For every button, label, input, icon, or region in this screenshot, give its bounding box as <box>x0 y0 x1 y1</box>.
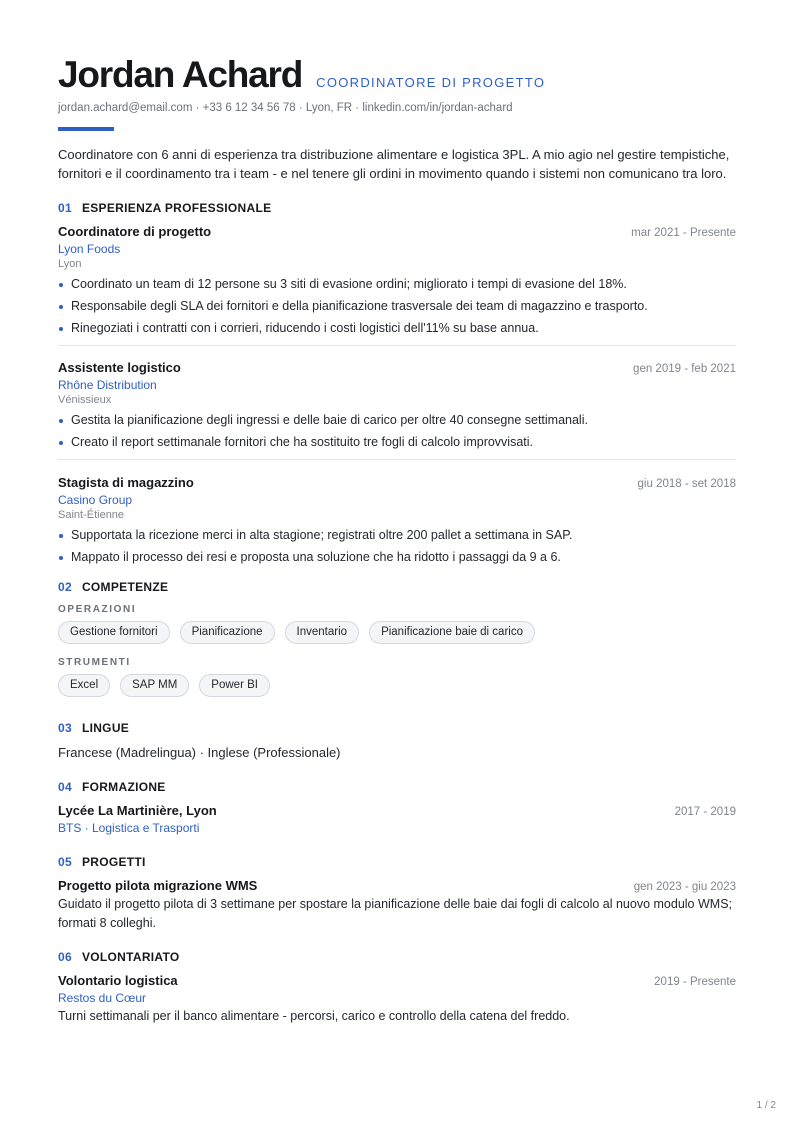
section-number: 06 <box>58 950 72 964</box>
tool-chip: Excel <box>58 674 110 697</box>
job-company: Casino Group <box>58 493 133 507</box>
section-education-title <box>58 780 736 794</box>
project-title: Progetto pilota migrazione WMS <box>58 878 258 893</box>
contact-line: jordan.achard@email.com · +33 6 12 34 56 78 · Lyon, FR · linkedin.com/in/jordan-achard <box>58 102 513 114</box>
section-number: 02 <box>58 580 72 594</box>
job-date: mar 2021 - Presente <box>631 227 736 239</box>
job-location: Lyon <box>58 258 82 270</box>
accent-bar <box>58 127 114 131</box>
section-label: FORMAZIONE <box>81 780 166 794</box>
skills-tools-label: STRUMENTI <box>58 657 131 668</box>
skill-chip: Gestione fornitori <box>58 621 170 644</box>
skills-tools <box>58 674 736 697</box>
section-number: 03 <box>58 721 72 735</box>
section-label: ESPERIENZA PROFESSIONALE <box>81 201 272 215</box>
job-location: Saint-Étienne <box>58 509 125 521</box>
project-item <box>58 878 736 933</box>
job-company: Rhône Distribution <box>58 378 157 392</box>
section-label: PROGETTI <box>81 855 146 869</box>
skills-operations <box>58 621 736 644</box>
bullet-item: Responsabile degli SLA dei fornitori e della pianificazione trasversale dei team di magazzino e trasporto. <box>58 298 736 315</box>
job-location: Vénissieux <box>58 394 112 406</box>
bullet-item: Rinegoziati i contratti con i corrieri, riducendo i costi logistici dell'11% su base annua. <box>58 320 736 337</box>
header <box>58 54 736 96</box>
bullet-item: Creato il report settimanale fornitori che ha sostituito tre fogli di calcolo improvvisati. <box>58 434 736 451</box>
summary: Coordinatore con 6 anni di esperienza tra distribuzione alimentare e logistica 3PL. A mio agio nel gestire tempistiche, fornitori e il coordinamento tra i team - e nel tenere gli ordini in movimento quando i sistemi non comunicano tra loro. <box>58 147 730 181</box>
job-bullets <box>58 527 736 566</box>
job-title: Stagista di magazzino <box>58 475 194 490</box>
divider <box>58 459 736 460</box>
bullet-item: Supportata la ricezione merci in alta stagione; registrati oltre 200 pallet a settimana in SAP. <box>58 527 736 544</box>
tool-chip: SAP MM <box>120 674 189 697</box>
section-languages-title <box>58 721 736 735</box>
section-number: 04 <box>58 780 72 794</box>
job-date: gen 2019 - feb 2021 <box>633 363 736 375</box>
job-bullets <box>58 412 736 451</box>
skill-chip: Inventario <box>285 621 360 644</box>
bullet-item: Coordinato un team di 12 persone su 3 siti di evasione ordini; migliorato i tempi di evasione del 18%. <box>58 276 736 293</box>
divider <box>58 345 736 346</box>
section-skills-title <box>58 580 736 594</box>
bullet-item: Mappato il processo dei resi e proposta una soluzione che ha ridotto i passaggi da 9 a 6. <box>58 549 736 566</box>
section-number: 01 <box>58 201 72 215</box>
skill-chip: Pianificazione <box>180 621 275 644</box>
volunteer-description: Turni settimanali per il banco alimentare - percorsi, carico e controllo della catena del freddo. <box>58 1009 570 1023</box>
degree: BTS · Logistica e Trasporti <box>58 821 200 835</box>
section-label: LINGUE <box>81 721 130 735</box>
job-company: Lyon Foods <box>58 242 121 256</box>
volunteer-org: Restos du Cœur <box>58 991 147 1005</box>
job-bullets <box>58 276 736 337</box>
skills-operations-label: OPERAZIONI <box>58 604 137 615</box>
job-title: Assistente logistico <box>58 360 181 375</box>
experience-item <box>58 475 736 566</box>
section-label: COMPETENZE <box>81 580 169 594</box>
volunteering-item <box>58 973 736 1026</box>
candidate-name: Jordan Achard <box>58 54 303 95</box>
candidate-role: COORDINATORE DI PROGETTO <box>316 75 546 90</box>
experience-item <box>58 224 736 337</box>
skill-chip: Pianificazione baie di carico <box>369 621 535 644</box>
bullet-item: Gestita la pianificazione degli ingressi e delle baie di carico per oltre 40 consegne settimanali. <box>58 412 736 429</box>
section-projects-title <box>58 855 736 869</box>
volunteer-date: 2019 - Presente <box>654 976 736 988</box>
project-date: gen 2023 - giu 2023 <box>633 881 736 893</box>
page-number: 1 / 2 <box>756 1100 776 1111</box>
languages-text: Francese (Madrelingua) · Inglese (Professionale) <box>58 745 341 760</box>
project-description: Guidato il progetto pilota di 3 settimane per spostare la pianificazione delle baie dai fogli di calcolo al nuovo modulo WMS; formati 8 colleghi. <box>58 897 732 930</box>
experience-item <box>58 360 736 451</box>
section-number: 05 <box>58 855 72 869</box>
education-date: 2017 - 2019 <box>674 806 736 818</box>
section-experience-title <box>58 201 736 215</box>
job-title: Coordinatore di progetto <box>58 224 212 239</box>
tool-chip: Power BI <box>199 674 270 697</box>
section-label: VOLONTARIATO <box>81 950 180 964</box>
volunteer-title: Volontario logistica <box>58 973 178 988</box>
resume-page <box>58 54 736 1026</box>
school-name: Lycée La Martinière, Lyon <box>58 803 217 818</box>
job-date: giu 2018 - set 2018 <box>637 478 736 490</box>
education-item <box>58 803 736 835</box>
section-volunteering-title <box>58 950 736 964</box>
